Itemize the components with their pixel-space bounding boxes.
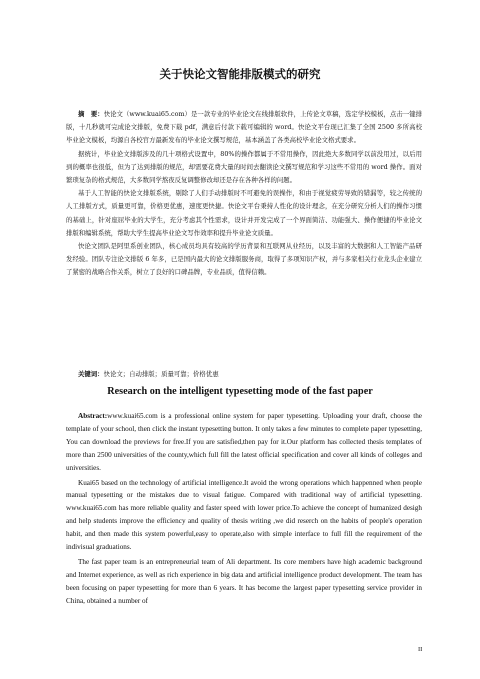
english-abstract-label: Abstract: bbox=[78, 412, 108, 420]
english-paragraph-2: Kuai65 based on the technology of artificial intelligence.It avoid the wrong operations which happenned when people manual typesetting or the mistakes due to visual fatigue. Compared with traditional way of artificial typesetting. www.kuai65.com has more reliable quality and faster speed with lower price.To achieve the concept of humanized desigh and help students improve the efficiency and quality of thesis writing ,we did reserch on the habits of people's operation habit, and then made this system powerful,easy to operate,also with simple interface to full fill the requirement of the indivisual graduations. bbox=[66, 478, 422, 552]
english-title: Research on the intelligent typesetting mode of the fast paper bbox=[107, 386, 373, 397]
chinese-body bbox=[66, 108, 422, 280]
chinese-keywords-text: 快论文；自动排版；质量可靠；价格优惠 bbox=[103, 370, 219, 378]
english-body bbox=[66, 410, 431, 610]
chinese-abstract-text: 快论文（www.kuai65.com）是一款专业的毕业论文在线排版软件，上传论文草稿，选定学校模板，点击一键排版，十几秒就可完成论文排版，免费下载 pdf，满意后付款下载可编辑的 word。快论文平台现已汇集了全国 2500 多所高校毕业论文模板，均源自各校官方最新发布的毕业论文撰写规范，基本涵盖了各类高校毕业论文格式要求。 bbox=[66, 110, 423, 145]
english-abstract-text: www.kuai65.com is a professional online system for paper typesetting. Uploading your draft, choose the template of your school, then click the instant typesetting button. It only takes a few minutes to complete paper typesetting, You can download the previews for free.If you are satisfied,then pay for it.Our platform has collected thesis templates of more than 2500 universities of the county,which full fill the latest official specification and cover all kinds of colleges and universities. bbox=[66, 412, 422, 472]
chinese-title: 关于快论文智能排版模式的研究 bbox=[159, 67, 321, 81]
english-abstract bbox=[66, 410, 422, 475]
chinese-paragraph-3: 基于人工智能的快论文排版系统，剔除了人们手动排版时不可避免的误操作，和由于视觉疲劳导致的错漏等，较之传统的人工排版方式，质量更可靠，价格更优惠，速度更快捷。快论文平台秉持人性化的设计理念，在充分研究分析人们的操作习惯的基础上，针对座屈毕业的大学生，充分考虑其个性需求，设计并开发完成了一个界面简洁、功能强大、操作便捷的毕业论文排版和编辑系统，帮助大学生提高毕业论文写作效率和提升毕业论文质量。 bbox=[66, 189, 422, 237]
chinese-abstract bbox=[66, 108, 422, 148]
chinese-abstract-label: 摘 要： bbox=[78, 110, 104, 118]
page-number: II bbox=[418, 646, 423, 653]
chinese-paragraph-4: 快论文团队是阿里系创业团队，核心成员均具有较高的学历背景和互联网从业经历，以及丰富的大数据和人工智能产品研发经验。团队专注论文排版 6 年多，已是国内最大的论文排版服务商，取得了多项知识产权，并与多家相关行业龙头企业建立了紧密的战略合作关系，树立了良好的口碑品牌，专业品质，值得信赖。 bbox=[66, 242, 422, 277]
chinese-keywords bbox=[78, 369, 418, 378]
chinese-keywords-label: 关键词： bbox=[78, 370, 104, 378]
english-paragraph-3: The fast paper team is an entrepreneurial team of Ali department. Its core members have high academic background and Internet experience, as well as rich experience in big data and artificial intelligence product development. The team has been focusing on paper typesetting for more than 6 years. It has become the largest paper typesetting service provider in China, obtained a number of bbox=[66, 557, 431, 605]
chinese-paragraph-2: 据统计，毕业论文排版涉及的几十项格式设置中，80%的操作都属于不常用操作，因此绝大多数同学以前没用过，以后用到的概率也很低，但为了达到排版的规范，却需要花费大量的时间去翻读论文撰写规范和学习这些不常用的 word 操作。面对繁琐复杂的格式规范，大多数同学熬夜反复调整修改却还是存在各种各样的问题。 bbox=[66, 149, 422, 185]
